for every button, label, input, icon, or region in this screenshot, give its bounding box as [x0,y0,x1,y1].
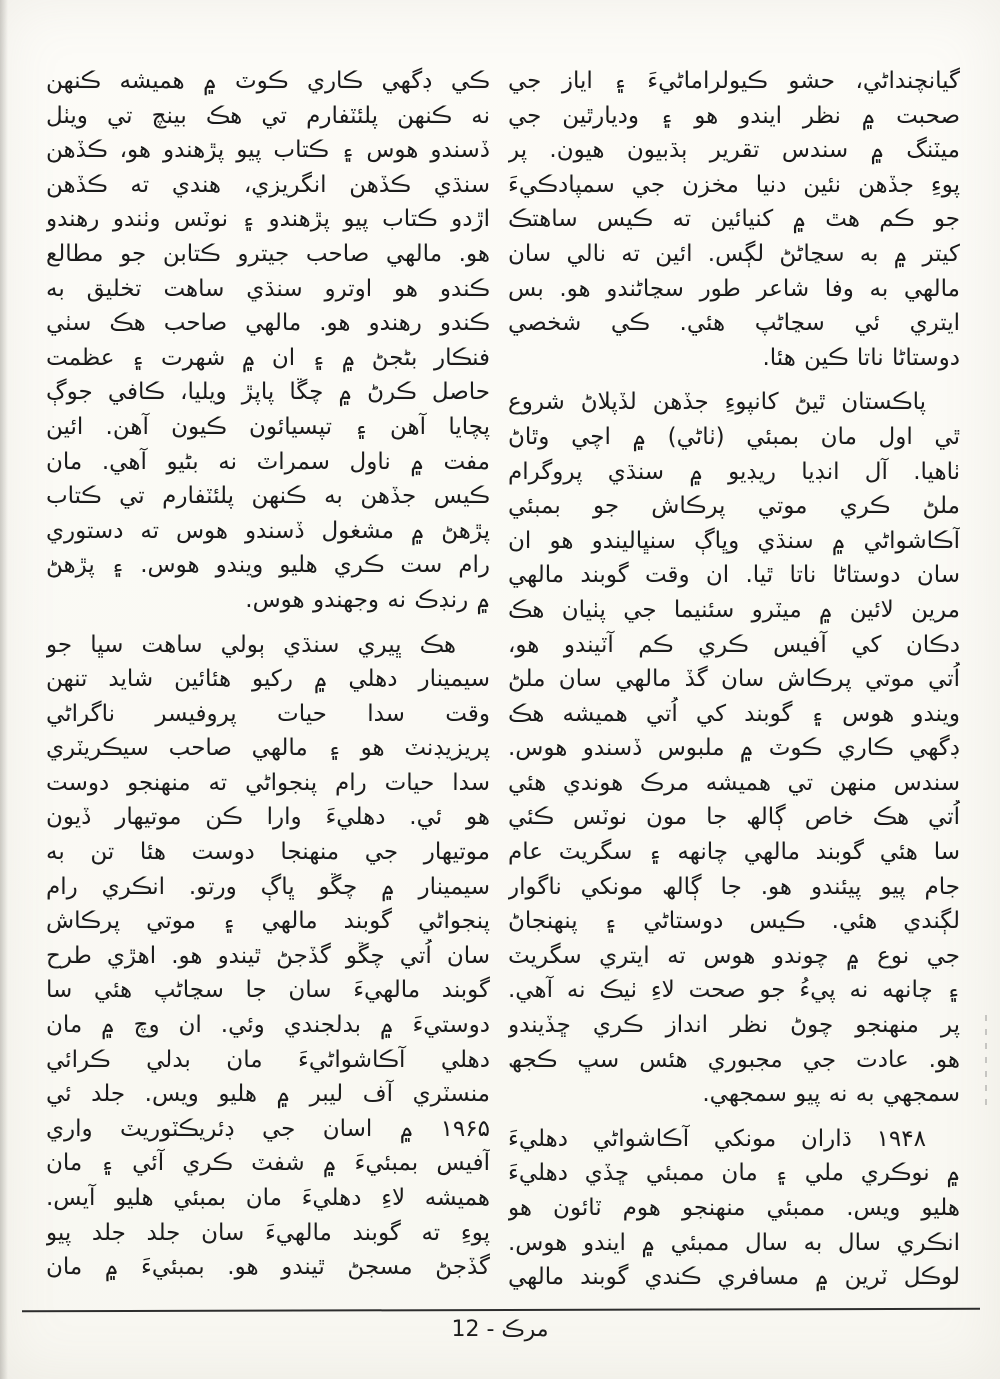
text-line: جي نوع ۾ چوندو هوس ته ايتري سگريٽ [508,942,960,969]
text-line: دوستيءَ ۾ بدلجندي وئي. ان وچ ۾ مان [46,1012,490,1039]
text-line: سا هئي گوبند مالهي چانهه ۽ سگريٽ عام [508,839,960,866]
text-line: ۱۹۴۸ ڌاران مونکي آڪاشواڻي دهليءَ [508,1125,926,1152]
text-line: رام ست ڪري هليو ويندو هوس. ۽ پڙهڻ [46,552,490,579]
text-line: جام پيو پيئندو هو. جا ڳالھ مونکي ناگوار [508,873,960,900]
text-line: ڪيس جڏهن به ڪنهن پلئٽفارم تي ڪتاب [46,483,490,510]
text-line: لوڪل ٽرين ۾ مسافري ڪندي گوبند مالهي [508,1264,960,1291]
text-line: اُتي هڪ خاص ڳالھ جا مون نوٽس ڪئي [508,804,960,831]
text-line: وقت سدا حيات پروفيسر ناگراڻي [46,700,490,727]
text-line: ٿي اول مان بمبئي (ٺاڻي) ۾ اچي وٿاڻ [508,423,960,450]
text-line: پڙهڻ ۾ مشغول ڏسندو هوس ته دستوري [46,517,490,544]
text-line: گيانچنداڻي، حشو ڪيولراماڻيءَ ۽ اياز جي [508,68,960,94]
text-line: پاڪستان ٿيڻ کانپوءِ جڏهن لڏپلاڻ شروع [508,389,926,416]
text-line: گوبند مالهيءَ سان جا سڃاڻپ هئي سا [46,977,490,1004]
text-line: ۾ نوڪري ملي ۽ مان ممبئي ڇڏي دهليءَ [508,1160,960,1187]
text-line: ملڻ ڪري موتي پرڪاش جو بمبئي [508,493,960,520]
text-line: انڪري سال به سال ممبئي ۾ ايندو هوس. [508,1229,960,1256]
text-line: سدا حيات رام پنجواڻي ته منهنجو دوست [46,769,490,796]
text-line: ڊگهي ڪاري ڪوٽ ۾ ملبوس ڏسندو هوس. [508,735,960,762]
text-line: نه ڪنهن پلئٽفارم تي هڪ بينچ تي ويٺل [46,102,490,129]
text-line: آڪاشواڻي ۾ سنڌي وڀاڳ سنڀاليندو هو ان [508,527,960,554]
text-line: ۱۹۶۵ ۾ اسان جي ڊئريڪٽوريٽ واري [46,1115,490,1142]
text-line: آفيس بمبئيءَ ۾ شفٽ ڪري آئي ۽ مان [46,1150,490,1177]
text-line: گڏجڻ مسجڻ ٿيندو هو. بمبئيءَ ۾ مان [46,1254,490,1281]
scan-artifact [985,1015,987,1110]
text-line: جو ڪم هٿ ۾ کنيائين ته ڪيس ساهتڪ [508,206,960,233]
text-line: پريزيڊنٽ هو ۽ مالهي صاحب سيڪريٽري [46,735,490,762]
paragraph [508,64,960,375]
text-line: ڪندو رهندو هو. مالهي صاحب هڪ سٺي [46,310,490,337]
text-line: منسٽري آف ليبر ۾ هليو ويس. جلد ئي [46,1081,490,1108]
text-line: ويندو هوس ۽ گوبند کي اُتي هميشه هڪ [508,700,960,727]
text-line: ۾ رنڊڪ نه وجهندو هوس. [245,586,490,613]
footer-divider [22,1308,980,1313]
text-line: سمجهي به نه پيو سمجهي. [702,1081,960,1108]
text-line: پچايا آهن ۽ تپسيائون ڪيون آهن. ائين [46,413,490,440]
text-line: ميٽنگ ۾ سندس تقرير ٻڌبيون هيون. پر [508,137,960,164]
text-line: سان اُتي چڱو گڏجڻ ٿيندو هو. اهڙي طرح [46,942,490,969]
text-line: لڳندي هئي. ڪيس دوستاڻي ۽ پنهنجاڻ [508,908,960,935]
text-line: سنڌي ڪڏهن انگريزي، هندي ته ڪڏهن [46,171,490,198]
text-line: هميشه لاءِ دهليءَ مان بمبئي هليو آيس. [46,1185,490,1211]
text-line: پوءِ جڏهن نئين دنيا مخزن جي سمپادڪيءَ [508,171,960,198]
text-line: ٺاهيا. آل انڊيا ريڊيو ۾ سنڌي پروگرام [508,458,960,485]
text-line: مفت ۾ ناول سمراٽ نه بڻيو آهي. مان [46,448,490,475]
text-line: حاصل ڪرڻ ۾ چڱا پاپڙ ويليا، ڪافي جوڳ [46,379,490,406]
text-line: موتيهار جي منهنجا دوست هئا تن به [46,839,490,866]
text-line: سان دوستاڻا ناتا ٿيا. ان وقت گوبند مالهي [508,562,960,589]
page-number: مرڪ - 12 [451,1317,549,1342]
text-line: کيتر ۾ به سڃاڻڻ لڳس. ائين ته نالي سان [508,240,960,267]
text-line: پر منهنجو چوڻ نظر انداز ڪري ڇڏيندو [508,1012,960,1039]
text-line: سيمينار ۾ چڱو ڀاڳ ورتو. انڪري رام [46,873,490,900]
text-line: هو. مالهي صاحب جيترو ڪتابن جو مطالع [46,240,490,267]
text-line: ڏسندو هوس ۽ ڪتاب پيو پڙهندو هو، ڪڏهن [46,137,490,164]
text-column-left [46,64,490,1295]
text-line: سيمينار دهلي ۾ رکيو هئائين شايد تنهن [46,666,490,693]
text-line: ۽ چانهه نه پيءُ جو صحت لاءِ ٺيڪ نه آهي. [508,977,960,1004]
text-line: هو. عادت جي مجبوري هئس سڀ ڪجھ [508,1046,960,1073]
text-line: صحبت ۾ نظر ايندو هو ۽ وديارٿين جي [508,102,960,129]
text-columns [34,64,960,1295]
text-line: سندس منهن تي هميشه مرڪ هوندي هئي [508,769,960,796]
text-line: مالهي به وفا شاعر طور سڃاڻندو هو. بس [508,275,960,302]
paragraph [508,1122,960,1295]
text-line: هڪ ڀيري سنڌي ٻولي ساهت سڀا جو [46,631,456,658]
text-column-right [508,64,960,1295]
text-line: اُتي موتي پرڪاش سان گڏ مالهي سان ملڻ [508,666,960,693]
paragraph [508,385,960,1111]
text-line: ڪندو هو اوترو سنڌي ساهت تخليق به [46,275,490,302]
text-line: دوستاڻا ناتا ڪين هئا. [762,344,960,371]
paragraph [46,628,490,1285]
text-line: فنڪار بڻجڻ ۾ ۽ ان ۾ شهرت ۽ عظمت [46,344,490,371]
scan-edge-shadow [0,0,8,1379]
text-line: پوءِ ته گوبند مالهيءَ سان جلد جلد پيو [46,1219,490,1246]
text-line: ايتري ئي سڃاڻپ هئي. ڪي شخصي [508,310,960,337]
text-line: ڪي ڊگهي ڪاري ڪوٽ ۾ هميشه ڪنهن [46,68,490,94]
text-line: دڪان کي آفيس ڪري ڪم آٽيندو هو، [508,631,960,658]
text-line: هليو ويس. ممبئي منهنجو هوم ٽائون هو [508,1195,960,1221]
text-line: مرين لائين ۾ ميٽرو سئنيما جي پٺيان هڪ [508,596,960,623]
text-line: اڙدو ڪتاب پيو پڙهندو ۽ نوٽس وٺندو رهندو [46,206,490,233]
text-line: پنجواڻي گوبند مالهي ۽ موتي پرڪاش [46,908,490,935]
text-line: هو ئي. دهليءَ وارا ڪن موتيهار ڏيون [46,804,490,831]
paragraph [46,64,490,618]
text-line: دهلي آڪاشواڻيءَ مان بدلي ڪرائي [46,1046,490,1073]
